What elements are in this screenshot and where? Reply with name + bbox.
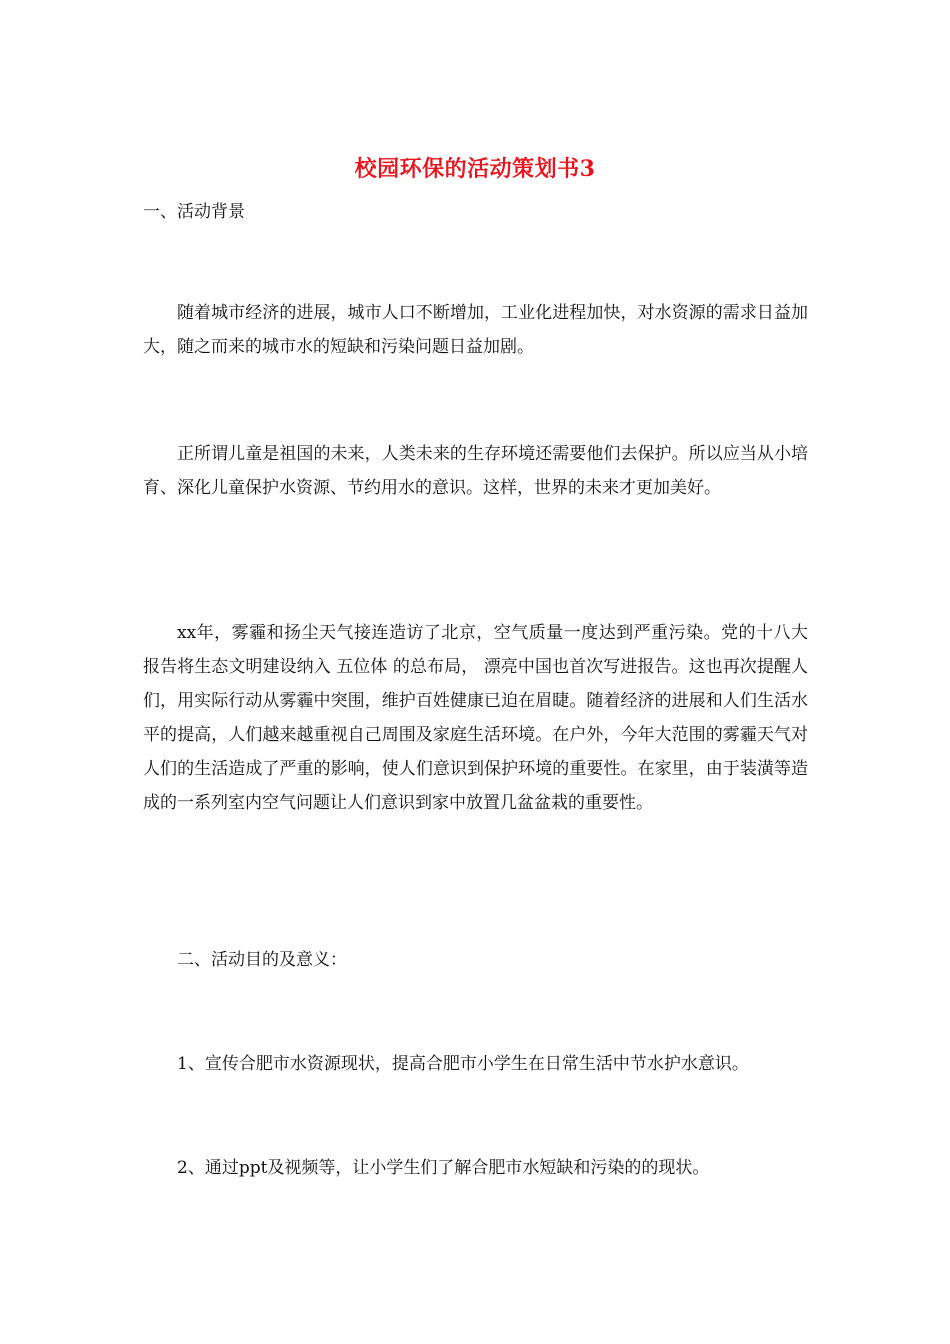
section-heading-purpose: 二、活动目的及意义： xyxy=(177,950,347,970)
section-heading-background: 一、活动背景 xyxy=(143,202,245,222)
paragraph-water-demand: 随着城市经济的进展，城市人口不断增加，工业化进程加快，对水资源的需求日益加大，随之而来的城市水的短缺和污染问题日益加剧。 xyxy=(143,303,808,357)
list-item-purpose-1: 1、宣传合肥市水资源现状，提高合肥市小学生在日常生活中节水护水意识。 xyxy=(177,1054,749,1074)
paragraph-children-future: 正所谓儿童是祖国的未来，人类未来的生存环境还需要他们去保护。所以应当从小培育、深化儿童保护水资源、节约用水的意识。这样，世界的未来才更加美好。 xyxy=(143,444,808,498)
paragraph-air-pollution: xx年，雾霾和扬尘天气接连造访了北京，空气质量一度达到严重污染。党的十八大报告将生态文明建设纳入 五位体 的总布局， 漂亮中国也首次写进报告。这也再次提醒人们，用实际行动从雾霾中突围，维护百姓健康已迫在眉睫。随着经济的进展和人们生活水平的提高，人们越来越重视自己周围及家庭生活环境。在户外，今年大范围的雾霾天气对人们的生活造成了严重的影响，使人们意识到保护环境的重要性。在家里，由于装潢等造成的一系列室内空气问题让人们意识到家中放置几盆盆栽的重要性。 xyxy=(143,623,808,813)
document-title: 校园环保的活动策划书3 xyxy=(354,156,596,182)
list-item-purpose-2: 2、通过ppt及视频等，让小学生们了解合肥市水短缺和污染的的现状。 xyxy=(177,1158,710,1178)
